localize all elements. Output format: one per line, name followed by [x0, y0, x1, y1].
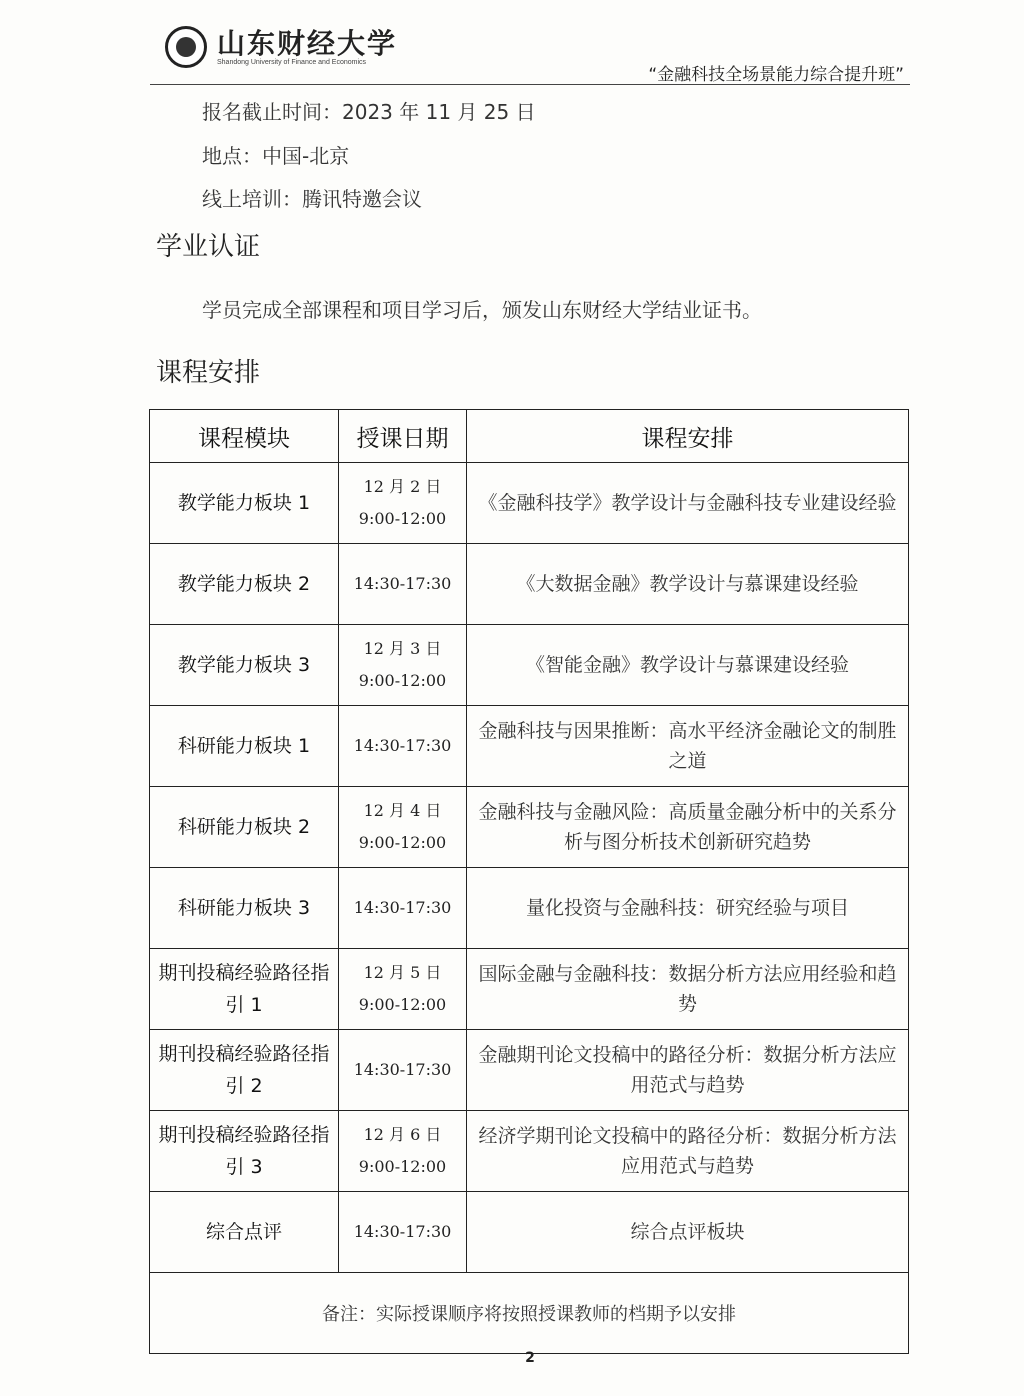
- date-line: 12 月 5 日: [363, 963, 442, 982]
- module-cell: 综合点评: [150, 1192, 339, 1273]
- university-wordmark: [217, 26, 398, 66]
- schedule-heading: 课程安排: [156, 358, 261, 388]
- university-logo: [165, 26, 397, 68]
- date-line: 12 月 3 日: [363, 639, 442, 658]
- schedule-note: 备注：实际授课顺序将按照授课教师的档期予以安排: [150, 1273, 909, 1354]
- university-name-en: Shandong University of Finance and Economics: [217, 58, 367, 66]
- time-line: 9:00-12:00: [358, 671, 447, 690]
- arrangement-cell: 量化投资与金融科技：研究经验与项目: [467, 868, 909, 949]
- time-line: 9:00-12:00: [358, 1157, 447, 1176]
- table-row: [150, 544, 909, 625]
- arrangement-cell: 国际金融与金融科技：数据分析方法应用经验和趋势: [467, 949, 909, 1030]
- arrangement-cell: 金融期刊论文投稿中的路径分析：数据分析方法应用范式与趋势: [467, 1030, 909, 1111]
- date-cell: [339, 1030, 467, 1111]
- date-cell: [339, 544, 467, 625]
- table-row: [150, 1192, 909, 1273]
- certification-text: 学员完成全部课程和项目学习后，颁发山东财经大学结业证书。: [202, 298, 762, 322]
- arrangement-cell: 《智能金融》教学设计与慕课建设经验: [467, 625, 909, 706]
- table-row: [150, 463, 909, 544]
- module-cell: 期刊投稿经验路径指引 1: [150, 949, 339, 1030]
- time-line: 9:00-12:00: [358, 509, 447, 528]
- date-cell: [339, 787, 467, 868]
- date-cell: [339, 868, 467, 949]
- arrangement-cell: 《金融科技学》教学设计与金融科技专业建设经验: [467, 463, 909, 544]
- arrangement-cell: 综合点评板块: [467, 1192, 909, 1273]
- table-row: [150, 1111, 909, 1192]
- table-row: [150, 706, 909, 787]
- table-header-row: [150, 410, 909, 463]
- university-seal-icon: [165, 26, 207, 68]
- date-line: 12 月 2 日: [363, 477, 442, 496]
- date-cell: [339, 1111, 467, 1192]
- header-divider: [150, 84, 910, 85]
- program-title: “金融科技全场景能力综合提升班”: [648, 65, 904, 85]
- table-row: [150, 1030, 909, 1111]
- arrangement-cell: 金融科技与因果推断：高水平经济金融论文的制胜之道: [467, 706, 909, 787]
- date-line: 12 月 4 日: [363, 801, 442, 820]
- module-cell: 期刊投稿经验路径指引 2: [150, 1030, 339, 1111]
- date-cell: [339, 706, 467, 787]
- column-header-arrangement: 课程安排: [467, 410, 909, 463]
- date-cell: [339, 625, 467, 706]
- module-cell: 科研能力板块 1: [150, 706, 339, 787]
- module-cell: 教学能力板块 1: [150, 463, 339, 544]
- table-row: [150, 949, 909, 1030]
- column-header-date: 授课日期: [339, 410, 467, 463]
- module-cell: 科研能力板块 3: [150, 868, 339, 949]
- arrangement-cell: 金融科技与金融风险：高质量金融分析中的关系分析与图分析技术创新研究趋势: [467, 787, 909, 868]
- table-row: [150, 868, 909, 949]
- column-header-module: 课程模块: [150, 410, 339, 463]
- date-line: 14:30-17:30: [353, 574, 452, 593]
- arrangement-cell: 经济学期刊论文投稿中的路径分析：数据分析方法应用范式与趋势: [467, 1111, 909, 1192]
- date-line: 14:30-17:30: [353, 1060, 452, 1079]
- note-row: [150, 1273, 909, 1354]
- table-row: [150, 787, 909, 868]
- date-cell: [339, 949, 467, 1030]
- arrangement-cell: 《大数据金融》教学设计与慕课建设经验: [467, 544, 909, 625]
- date-line: 14:30-17:30: [353, 898, 452, 917]
- schedule-table: [149, 409, 909, 1354]
- date-line: 12 月 6 日: [363, 1125, 442, 1144]
- date-line: 14:30-17:30: [353, 1222, 452, 1241]
- university-name-cn: 山东财经大学: [217, 26, 398, 60]
- time-line: 9:00-12:00: [358, 833, 447, 852]
- registration-deadline: 报名截止时间：2023 年 11 月 25 日: [202, 100, 536, 124]
- certification-heading: 学业认证: [156, 232, 261, 262]
- page-number: 2: [525, 1350, 535, 1366]
- date-cell: [339, 1192, 467, 1273]
- online-training: 线上培训：腾讯特邀会议: [202, 187, 422, 211]
- module-cell: 教学能力板块 2: [150, 544, 339, 625]
- module-cell: 期刊投稿经验路径指引 3: [150, 1111, 339, 1192]
- date-line: 14:30-17:30: [353, 736, 452, 755]
- table-row: [150, 625, 909, 706]
- time-line: 9:00-12:00: [358, 995, 447, 1014]
- module-cell: 教学能力板块 3: [150, 625, 339, 706]
- location: 地点：中国-北京: [202, 144, 350, 168]
- module-cell: 科研能力板块 2: [150, 787, 339, 868]
- date-cell: [339, 463, 467, 544]
